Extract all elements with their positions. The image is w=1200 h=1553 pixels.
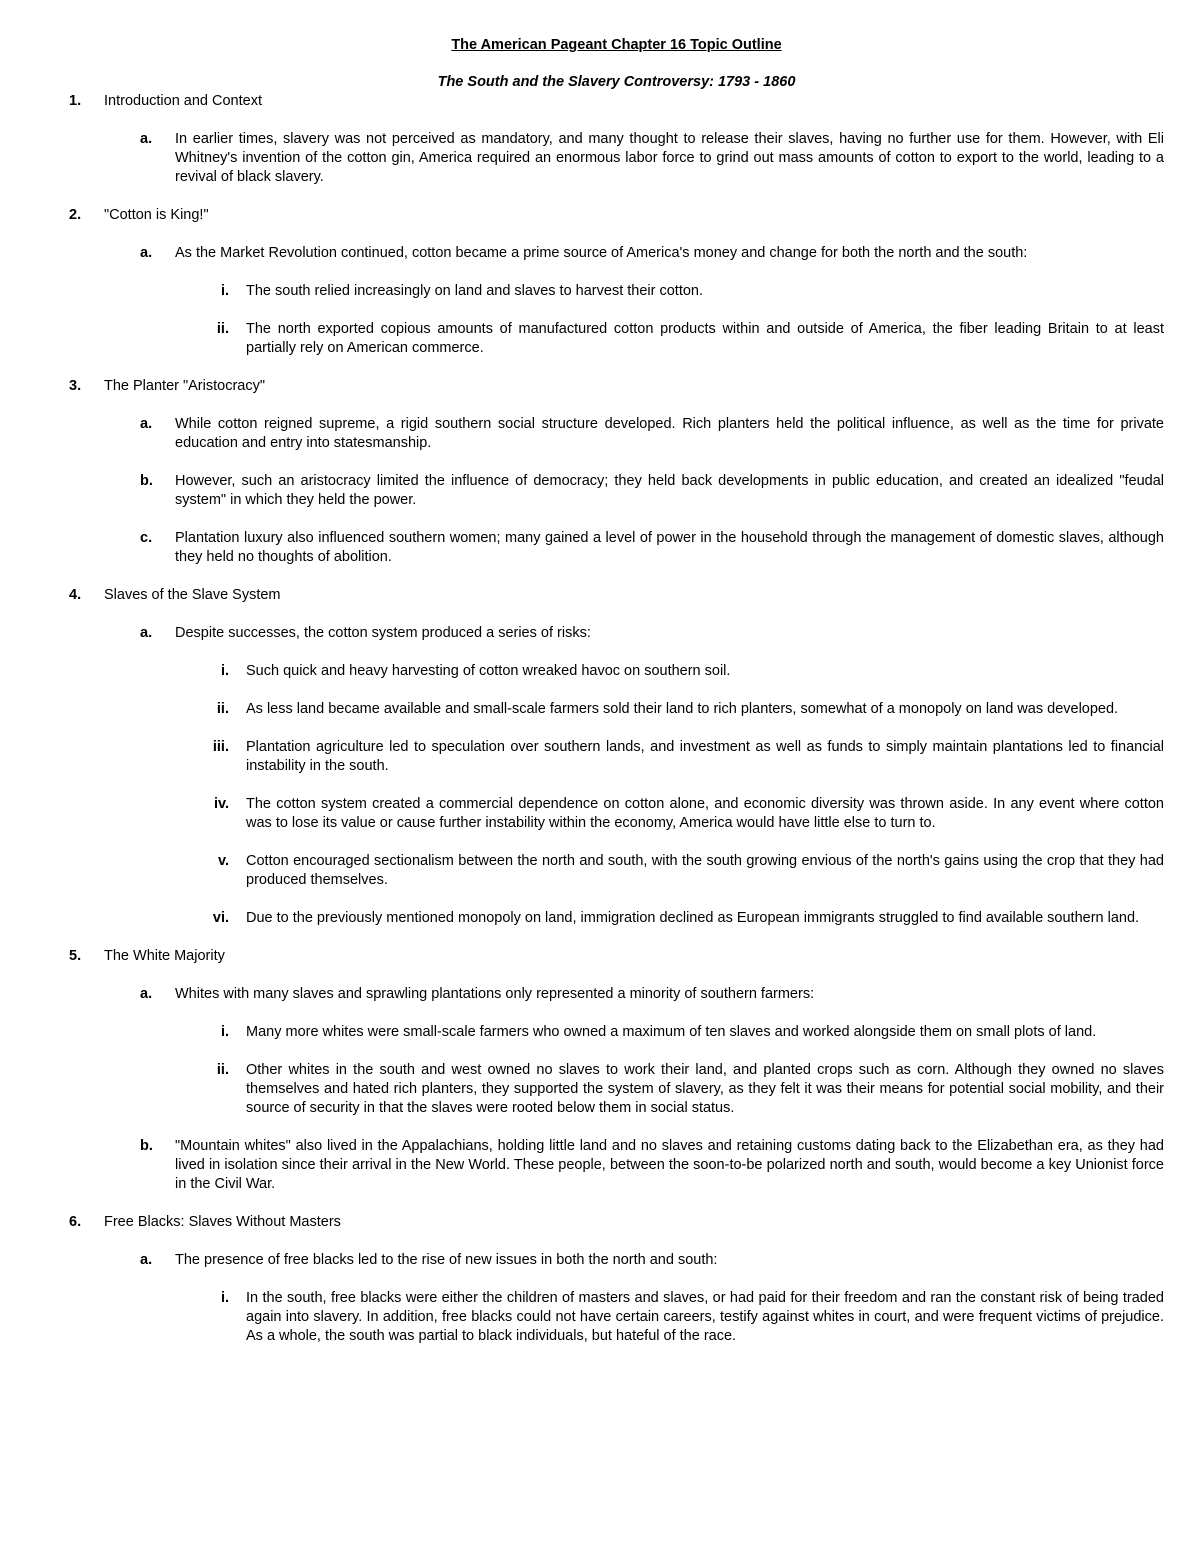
subpoint-text: However, such an aristocracy limited the influence of democracy; they held back developments in public education, and created an idealized "feudal system" in which they held the power. <box>175 473 1164 508</box>
outline-subpoint <box>104 1251 1164 1270</box>
outline-item <box>104 1023 1164 1042</box>
outline-item <box>104 662 1164 681</box>
outline-subpoint <box>104 415 1164 453</box>
outline-subpoint <box>104 472 1164 510</box>
section-heading: The White Majority <box>104 948 225 964</box>
outline-section <box>69 92 1164 187</box>
outline-item <box>104 738 1164 776</box>
subpoint-text: "Mountain whites" also lived in the Appalachians, holding little land and no slaves and retaining customs dating back to the Elizabethan era, as they had lived in isolation since their arrival in the New World. These people, between the soon-to-be polarized north and south, would become a key Unionist force in the Civil War. <box>175 1138 1164 1192</box>
section-number: 1. <box>69 93 82 109</box>
subpoint-marker: a. <box>140 625 153 641</box>
item-marker: iv. <box>213 796 229 812</box>
item-marker: i. <box>220 1290 229 1306</box>
section-number: 6. <box>69 1214 82 1230</box>
item-text: Due to the previously mentioned monopoly on land, immigration declined as European immigrants struggled to find available southern land. <box>246 910 1140 926</box>
document-title: The American Pageant Chapter 16 Topic Outline <box>451 37 782 53</box>
outline-item <box>104 1061 1164 1118</box>
item-text: As less land became available and small-scale farmers sold their land to rich planters, somewhat of a monopoly on land was developed. <box>246 701 1119 717</box>
item-marker: vi. <box>212 910 229 926</box>
outline-section <box>69 1213 1164 1346</box>
outline-subpoint <box>104 244 1164 263</box>
section-heading: Free Blacks: Slaves Without Masters <box>104 1214 341 1230</box>
item-marker: ii. <box>216 701 229 717</box>
outline-subpoint <box>104 985 1164 1004</box>
item-text: The north exported copious amounts of manufactured cotton products within and outside of America, the fiber leading Britain to at least partially rely on American commerce. <box>246 321 1164 356</box>
outline-item <box>104 700 1164 719</box>
section-number: 4. <box>69 587 82 603</box>
outline-item <box>104 852 1164 890</box>
subpoint-marker: c. <box>140 530 153 546</box>
subpoint-marker: a. <box>140 131 153 147</box>
section-number: 2. <box>69 207 82 223</box>
outline-section <box>69 377 1164 567</box>
item-marker: ii. <box>216 321 229 337</box>
outline-section <box>69 206 1164 358</box>
item-marker: iii. <box>212 739 229 755</box>
item-text: Plantation agriculture led to speculation over southern lands, and investment as well as funds to simply maintain plantations led to financial instability in the south. <box>246 739 1164 774</box>
section-heading: "Cotton is King!" <box>104 207 209 223</box>
subpoint-text: As the Market Revolution continued, cotton became a prime source of America's money and change for both the north and the south: <box>175 245 1028 261</box>
item-text: Such quick and heavy harvesting of cotton wreaked havoc on southern soil. <box>246 663 731 679</box>
subpoint-marker: a. <box>140 416 153 432</box>
outline-item <box>104 909 1164 928</box>
item-marker: i. <box>220 283 229 299</box>
outline-item <box>104 1289 1164 1346</box>
subpoint-text: Plantation luxury also influenced southern women; many gained a level of power in the household through the management of domestic slaves, although they held no thoughts of abolition. <box>175 530 1164 565</box>
section-number: 5. <box>69 948 82 964</box>
outline-item <box>104 282 1164 301</box>
document-subtitle: The South and the Slavery Controversy: 1793 - 1860 <box>437 74 796 90</box>
subpoint-marker: a. <box>140 1252 153 1268</box>
subpoint-marker: a. <box>140 245 153 261</box>
item-marker: i. <box>220 663 229 679</box>
outline-subpoint <box>104 130 1164 187</box>
item-text: The south relied increasingly on land and slaves to harvest their cotton. <box>246 283 704 299</box>
subpoint-text: While cotton reigned supreme, a rigid southern social structure developed. Rich planters held the political influence, as well as the time for private education and entry into statesmanship. <box>175 416 1164 451</box>
subpoint-text: Despite successes, the cotton system produced a series of risks: <box>175 625 591 641</box>
outline-section <box>69 586 1164 928</box>
section-heading: Slaves of the Slave System <box>104 587 281 603</box>
outline-item <box>104 795 1164 833</box>
subpoint-text: In earlier times, slavery was not perceived as mandatory, and many thought to release their slaves, having no further use for them. However, with Eli Whitney's invention of the cotton gin, America required an enormous labor force to grind out mass amounts of cotton to export to the world, leading to a revival of black slavery. <box>175 131 1164 185</box>
subpoint-marker: b. <box>140 473 153 489</box>
outline-section <box>69 947 1164 1194</box>
item-text: Cotton encouraged sectionalism between the north and south, with the south growing envious of the north's gains using the crop that they had produced themselves. <box>246 853 1164 888</box>
outline-subpoint <box>104 1137 1164 1194</box>
outline-subpoint <box>104 624 1164 643</box>
section-heading: The Planter "Aristocracy" <box>104 378 265 394</box>
subpoint-marker: a. <box>140 986 153 1002</box>
section-number: 3. <box>69 378 82 394</box>
topic-outline <box>69 92 1164 1346</box>
subpoint-text: Whites with many slaves and sprawling plantations only represented a minority of southern farmers: <box>175 986 815 1002</box>
subpoint-marker: b. <box>140 1138 153 1154</box>
item-marker: ii. <box>216 1062 229 1078</box>
outline-subpoint <box>104 529 1164 567</box>
outline-item <box>104 320 1164 358</box>
item-marker: v. <box>217 853 229 869</box>
item-text: Many more whites were small-scale farmers who owned a maximum of ten slaves and worked alongside them on small plots of land. <box>246 1024 1097 1040</box>
item-marker: i. <box>220 1024 229 1040</box>
item-text: Other whites in the south and west owned no slaves to work their land, and planted crops such as corn. Although they owned no slaves themselves and hated rich planters, they supported the system of slavery, as they felt it was their means for potential social mobility, and their source of security in that the slaves were rooted below them in social status. <box>246 1062 1164 1116</box>
item-text: In the south, free blacks were either the children of masters and slaves, or had paid for their freedom and ran the constant risk of being traded again into slavery. In addition, free blacks could not have certain careers, testify against whites in court, and were frequent victims of prejudice. As a whole, the south was partial to black individuals, but hateful of the race. <box>246 1290 1164 1344</box>
item-text: The cotton system created a commercial dependence on cotton alone, and economic diversity was thrown aside. In any event where cotton was to lose its value or cause further instability within the economy, America would have little else to turn to. <box>246 796 1164 831</box>
subpoint-text: The presence of free blacks led to the rise of new issues in both the north and south: <box>175 1252 718 1268</box>
section-heading: Introduction and Context <box>104 93 262 109</box>
